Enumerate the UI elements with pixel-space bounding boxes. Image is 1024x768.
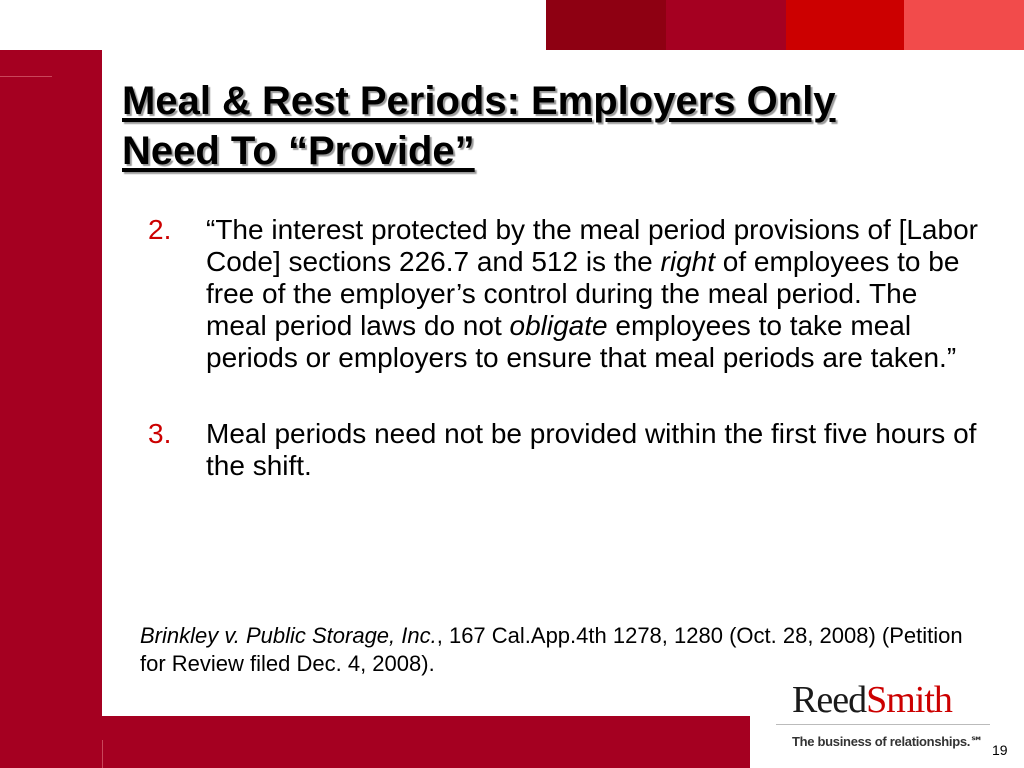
color-block-2	[666, 0, 786, 50]
text-segment: “The interest protected by the meal period provisions of [Labor Code] sections 226.7 and 512 is the	[206, 214, 978, 277]
page-number: 19	[992, 742, 1008, 758]
bottom-divider-line	[102, 740, 103, 768]
text-segment-italic: right	[660, 246, 716, 277]
title-line-1: Meal & Rest Periods: Employers Only	[122, 79, 836, 123]
list-item	[140, 418, 980, 482]
logo-tagline: The business of relationships.℠	[792, 734, 984, 749]
case-name: Brinkley v. Public Storage, Inc.	[140, 623, 437, 648]
title-line-2: Need To “Provide”	[122, 129, 475, 173]
color-block-3	[786, 0, 904, 50]
text-segment: employees to take meal periods or employers to ensure that meal periods are taken.”	[206, 310, 957, 373]
list-item-number: 3.	[148, 418, 172, 449]
logo-smith-text: Smith	[866, 679, 952, 721]
list-item-text	[206, 214, 980, 374]
logo-reed-text: Reed	[792, 679, 867, 721]
bottom-red-band	[102, 716, 750, 768]
color-block-4	[904, 0, 1024, 50]
color-block-1	[546, 0, 666, 50]
slide-title	[122, 76, 982, 176]
citation-details: , 167 Cal.App.4th 1278, 1280 (Oct. 28, 2008) (Petition for Review filed Dec. 4, 2008).	[140, 623, 963, 676]
left-red-band	[0, 50, 102, 768]
list-item-number: 2.	[148, 214, 172, 245]
list-item	[140, 214, 980, 374]
list-item-text: Meal periods need not be provided within the first five hours of the shift.	[206, 418, 977, 481]
text-segment-italic: obligate	[509, 310, 608, 341]
text-segment: of employees to be free of the employer’s control during the meal period. The meal period laws do not	[206, 246, 960, 341]
reedsmith-logo	[792, 678, 972, 721]
top-color-blocks	[546, 0, 1024, 50]
numbered-list	[140, 214, 980, 482]
left-divider-line	[0, 76, 52, 77]
case-citation	[140, 622, 980, 678]
logo-divider	[776, 724, 990, 725]
